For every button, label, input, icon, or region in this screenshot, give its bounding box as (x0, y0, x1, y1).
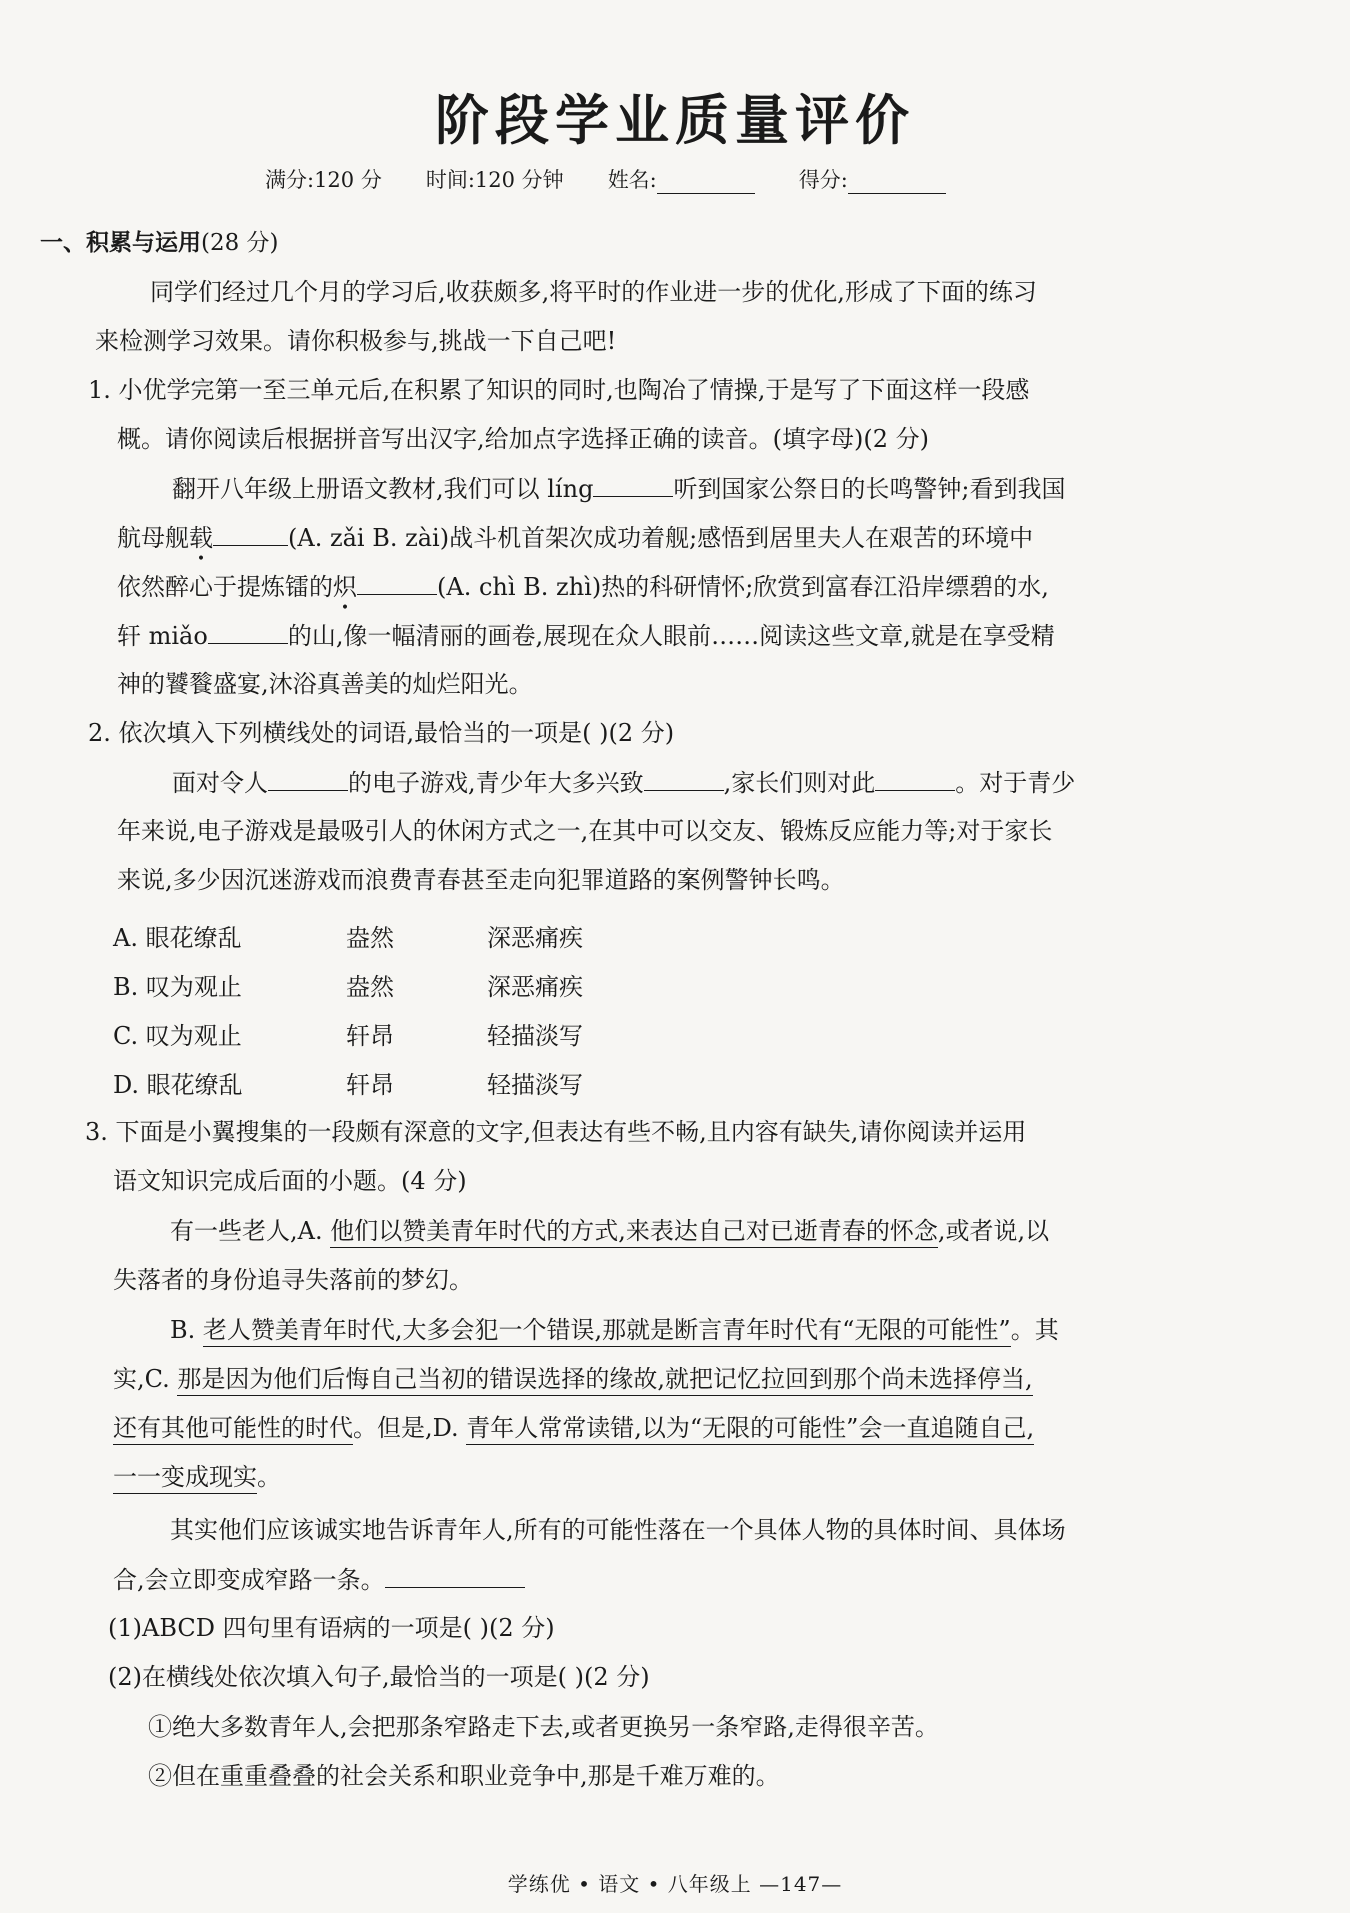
q2-option-b[interactable]: B. 叹为观止 (113, 973, 242, 1001)
q2-option-d[interactable]: D. 眼花缭乱 (113, 1071, 243, 1099)
section-label: 一、积累与运用 (40, 230, 201, 256)
page-footer: 学练优 • 语文 • 八年级上 —147— (507, 1872, 843, 1896)
q3-passage-line-6: 一一变成现实。 (113, 1465, 281, 1489)
q2-option-a-word3: 深恶痛疾 (487, 924, 583, 952)
name-field[interactable] (608, 164, 755, 194)
q2-passage-line-2: 年来说,电子游戏是最吸引人的休闲方式之一,在其中可以交友、锻炼反应能力等;对于家长 (117, 817, 1053, 845)
q1-blank-zai[interactable] (213, 525, 288, 546)
q2-stem: 2. 依次填入下列横线处的词语,最恰当的一项是( )(2 分) (88, 719, 675, 747)
q3-passage-line-8: 合,会立即变成窄路一条。 (113, 1567, 525, 1592)
q1-blank-chi[interactable] (357, 574, 437, 595)
q2-option-c[interactable]: C. 叹为观止 (113, 1022, 242, 1050)
q2-blank-3[interactable] (875, 770, 955, 791)
q2-option-a[interactable]: A. 眼花缭乱 (113, 924, 242, 952)
q3-stem-2: 语文知识完成后面的小题。(4 分) (113, 1167, 467, 1195)
q2-blank-2[interactable] (644, 770, 724, 791)
exam-meta (265, 164, 946, 194)
q2-option-d-word2: 轩昂 (346, 1071, 394, 1099)
q3-fill-blank[interactable] (385, 1567, 525, 1588)
sentence-d-end: 一一变成现实 (113, 1463, 257, 1494)
q3-passage-line-2: 失落者的身份追寻失落前的梦幻。 (113, 1266, 473, 1294)
q3-passage-line-5: 还有其他可能性的时代。但是,D. 青年人常常读错,以为“无限的可能性”会一直追随自己, (113, 1416, 1034, 1440)
score-blank[interactable] (848, 175, 946, 194)
q3-passage-line-1: 有一些老人,A. 他们以赞美青年时代的方式,来表达自己对已逝青春的怀念,或者说,以 (170, 1219, 1049, 1243)
section-points: (28 分) (201, 230, 279, 256)
q3-subquestion-1: (1)ABCD 四句里有语病的一项是( )(2 分) (108, 1614, 555, 1642)
score-label: 得分: (798, 168, 848, 192)
q2-option-b-word3: 深恶痛疾 (487, 973, 583, 1001)
q2-passage-line-3: 来说,多少因沉迷游戏而浪费青春甚至走向犯罪道路的案例警钟长鸣。 (117, 866, 845, 894)
time-limit: 时间:120 分钟 (425, 168, 564, 192)
dotted-char-chi: 炽 (333, 573, 357, 601)
q1-passage-line-5: 神的饕餮盛宴,沐浴真善美的灿烂阳光。 (117, 670, 533, 698)
intro-line-2: 来检测学习效果。请你积极参与,挑战一下自己吧! (95, 327, 617, 355)
q1-passage-line-1: 翻开八年级上册语文教材,我们可以 líng 听到国家公祭日的长鸣警钟;看到我国 (172, 475, 1066, 503)
sentence-b: 老人赞美青年时代,大多会犯一个错误,那就是断言青年时代有“无限的可能性” (203, 1316, 1011, 1347)
q1-stem-2: 概。请你阅读后根据拼音写出汉字,给加点字选择正确的读音。(填字母)(2 分) (117, 425, 929, 453)
page-title: 阶段学业质量评价 (435, 88, 915, 152)
intro-line-1: 同学们经过几个月的学习后,收获颇多,将平时的作业进一步的优化,形成了下面的练习 (150, 278, 1037, 306)
q1-passage-line-2: 航母舰载 (A. zǎi B. zài)战斗机首架次成功着舰;感悟到居里夫人在艰苦的环境中 (117, 524, 1034, 552)
q1-blank-ling[interactable] (593, 476, 673, 497)
name-label: 姓名: (607, 168, 657, 192)
name-blank[interactable] (657, 175, 755, 194)
sentence-d: 青年人常常读错,以为“无限的可能性”会一直追随自己, (466, 1414, 1034, 1445)
q2-option-d-word3: 轻描淡写 (487, 1071, 583, 1099)
sentence-c-end: 还有其他可能性的时代 (113, 1414, 353, 1445)
q3-passage-line-7: 其实他们应该诚实地告诉青年人,所有的可能性落在一个具体人物的具体时间、具体场 (170, 1516, 1066, 1544)
dotted-char-zai: 载 (189, 524, 213, 552)
q3-choice-1: ①绝大多数青年人,会把那条窄路走下去,或者更换另一条窄路,走得很辛苦。 (148, 1713, 939, 1741)
q2-option-c-word3: 轻描淡写 (487, 1022, 583, 1050)
q3-passage-line-3: B. 老人赞美青年时代,大多会犯一个错误,那就是断言青年时代有“无限的可能性”。其 (170, 1318, 1059, 1342)
q2-option-b-word2: 盎然 (346, 973, 394, 1001)
q1-passage-line-4: 轩 miǎo 的山,像一幅清丽的画卷,展现在众人眼前……阅读这些文章,就是在享受精 (117, 622, 1055, 650)
q2-option-a-word2: 盎然 (346, 924, 394, 952)
q3-passage-line-4: 实,C. 那是因为他们后悔自己当初的错误选择的缘故,就把记忆拉回到那个尚未选择停当, (113, 1367, 1033, 1391)
q2-blank-1[interactable] (268, 770, 348, 791)
q3-choice-2: ②但在重重叠叠的社会关系和职业竞争中,那是千难万难的。 (148, 1762, 780, 1790)
sentence-a: 他们以赞美青年时代的方式,来表达自己对已逝青春的怀念 (330, 1217, 938, 1248)
q1-stem-1: 1. 小优学完第一至三单元后,在积累了知识的同时,也陶冶了情操,于是写了下面这样一段感 (88, 376, 1030, 404)
q3-stem-1: 3. 下面是小翼搜集的一段颇有深意的文字,但表达有些不畅,且内容有缺失,请你阅读并运用 (85, 1118, 1027, 1146)
full-score: 满分:120 分 (265, 168, 382, 192)
sentence-c: 那是因为他们后悔自己当初的错误选择的缘故,就把记忆拉回到那个尚未选择停当, (177, 1365, 1032, 1396)
q3-subquestion-2: (2)在横线处依次填入句子,最恰当的一项是( )(2 分) (108, 1663, 650, 1691)
score-field[interactable] (799, 164, 946, 194)
q1-blank-miao[interactable] (208, 623, 288, 644)
q1-passage-line-3: 依然醉心于提炼镭的炽 (A. chì B. zhì)热的科研情怀;欣赏到富春江沿岸缥碧的水, (117, 573, 1049, 601)
q2-option-c-word2: 轩昂 (346, 1022, 394, 1050)
section-heading (40, 224, 279, 257)
q2-passage-line-1: 面对令人 的电子游戏,青少年大多兴致 ,家长们则对此 。对于青少 (172, 769, 1076, 797)
